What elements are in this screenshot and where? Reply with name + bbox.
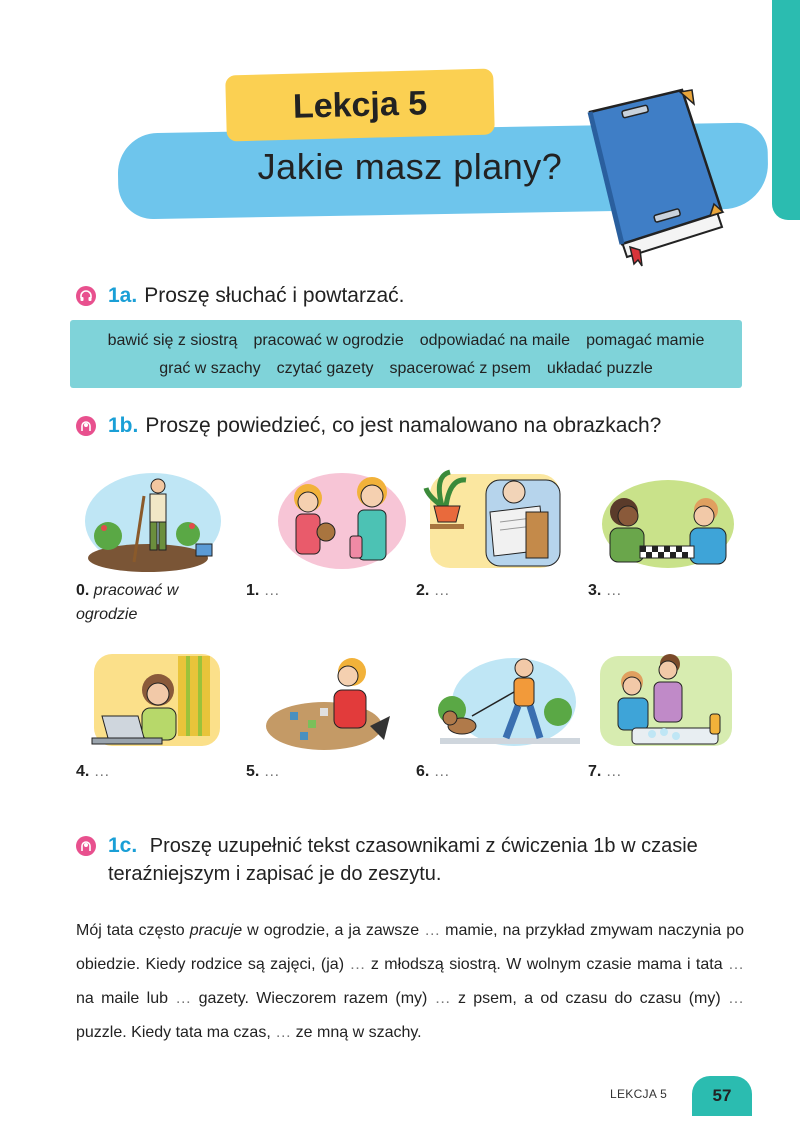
illustration-doing-puzzle	[264, 646, 414, 756]
page-number: 57	[692, 1076, 752, 1116]
word-item: czytać gazety	[276, 360, 374, 377]
caption-number: 1.	[246, 582, 260, 599]
text-segment: puzzle. Kiedy tata ma czas,	[76, 1024, 276, 1041]
exercise-instruction: Proszę powiedzieć, co jest namalowano na obrazkach?	[145, 414, 662, 437]
illustration-washing-dishes	[592, 646, 742, 756]
word-item: odpowiadać na maile	[419, 332, 571, 349]
speaking-head-icon	[76, 836, 96, 856]
word-row	[70, 327, 742, 355]
caption-blank: …	[605, 582, 622, 599]
exercise-number: 1c.	[108, 834, 138, 857]
illustration-gardening	[78, 466, 228, 576]
caption-blank: …	[263, 763, 280, 780]
caption-blank: …	[433, 582, 450, 599]
caption-blank: …	[263, 582, 280, 599]
caption-blank: …	[433, 763, 450, 780]
caption-blank: …	[605, 763, 622, 780]
caption-3	[588, 579, 738, 603]
gap-fill-paragraph	[76, 914, 744, 1050]
gap-blank: …	[175, 990, 192, 1007]
gap-blank: …	[424, 922, 441, 939]
exercise-instruction-line1	[76, 832, 744, 860]
speaking-head-icon	[76, 416, 96, 436]
instruction-text: Proszę uzupełnić tekst czasownikami z ćwiczenia 1b w czasie	[149, 835, 698, 857]
gap-blank: …	[728, 956, 745, 973]
caption-blank: …	[93, 763, 110, 780]
illustration-reading-newspaper	[420, 466, 570, 576]
caption-2	[416, 579, 566, 603]
exercise-1c-heading	[76, 832, 744, 888]
caption-6	[416, 760, 566, 784]
caption-7	[588, 760, 738, 784]
illustration-answering-emails	[78, 646, 228, 756]
lesson-subtitle: Jakie masz plany?	[257, 146, 563, 187]
exercise-number: 1b.	[108, 414, 139, 437]
footer-lesson-label: LEKCJA 5	[610, 1087, 668, 1101]
caption-0	[76, 579, 226, 627]
illustration-playing-chess	[590, 466, 740, 576]
example-answer: pracuje	[189, 922, 243, 939]
caption-number: 3.	[588, 582, 602, 599]
word-item: bawić się z siostrą	[107, 332, 238, 349]
gap-blank: …	[275, 1024, 292, 1041]
word-item: spacerować z psem	[389, 360, 531, 377]
caption-number: 6.	[416, 763, 430, 780]
lesson-label: Lekcja 5	[225, 69, 495, 142]
headphones-icon	[76, 286, 96, 306]
caption-5	[246, 760, 396, 784]
text-segment: z psem, a od czasu do czasu (my)	[450, 990, 729, 1007]
exercise-1b-heading	[76, 414, 661, 438]
illustration-walking-dog	[432, 646, 582, 756]
caption-number: 5.	[246, 763, 260, 780]
gap-blank: …	[434, 990, 451, 1007]
caption-4	[76, 760, 226, 784]
caption-number: 4.	[76, 763, 90, 780]
gap-blank: …	[349, 956, 366, 973]
text-segment: na maile lub	[76, 990, 176, 1007]
text-segment: gazety. Wieczorem razem (my)	[191, 990, 435, 1007]
book-icon	[582, 82, 732, 267]
word-item: grać w szachy	[159, 360, 261, 377]
text-segment: w ogrodzie, a ja zawsze	[242, 922, 425, 939]
caption-number: 2.	[416, 582, 430, 599]
text-segment: ze mną w szachy.	[291, 1024, 422, 1041]
word-strip	[70, 320, 742, 388]
illustration-playing-with-sister	[264, 466, 414, 576]
word-item: układać puzzle	[546, 360, 653, 377]
text-segment: mamie, na przykład zmywam naczynia po obiedzie. Kiedy rodzice są zajęci, (ja)	[76, 922, 745, 973]
exercise-number: 1a.	[108, 284, 138, 307]
exercise-instruction: Proszę słuchać i powtarzać.	[144, 284, 405, 307]
text-segment: z młodszą siostrą. W wolnym czasie mama i tata	[365, 956, 729, 973]
side-tab	[772, 0, 800, 220]
caption-1	[246, 579, 396, 603]
exercise-1a-heading	[76, 284, 404, 308]
caption-number: 7.	[588, 763, 602, 780]
exercise-instruction-line2: teraźniejszym i zapisać je do zeszytu.	[108, 863, 442, 885]
word-item: pomagać mamie	[586, 332, 705, 349]
gap-blank: …	[728, 990, 745, 1007]
caption-text: pracować w ogrodzie	[76, 582, 179, 623]
word-row	[70, 355, 742, 383]
caption-number: 0.	[76, 582, 90, 599]
word-item: pracować w ogrodzie	[253, 332, 404, 349]
text-segment: Mój tata często	[76, 922, 190, 939]
